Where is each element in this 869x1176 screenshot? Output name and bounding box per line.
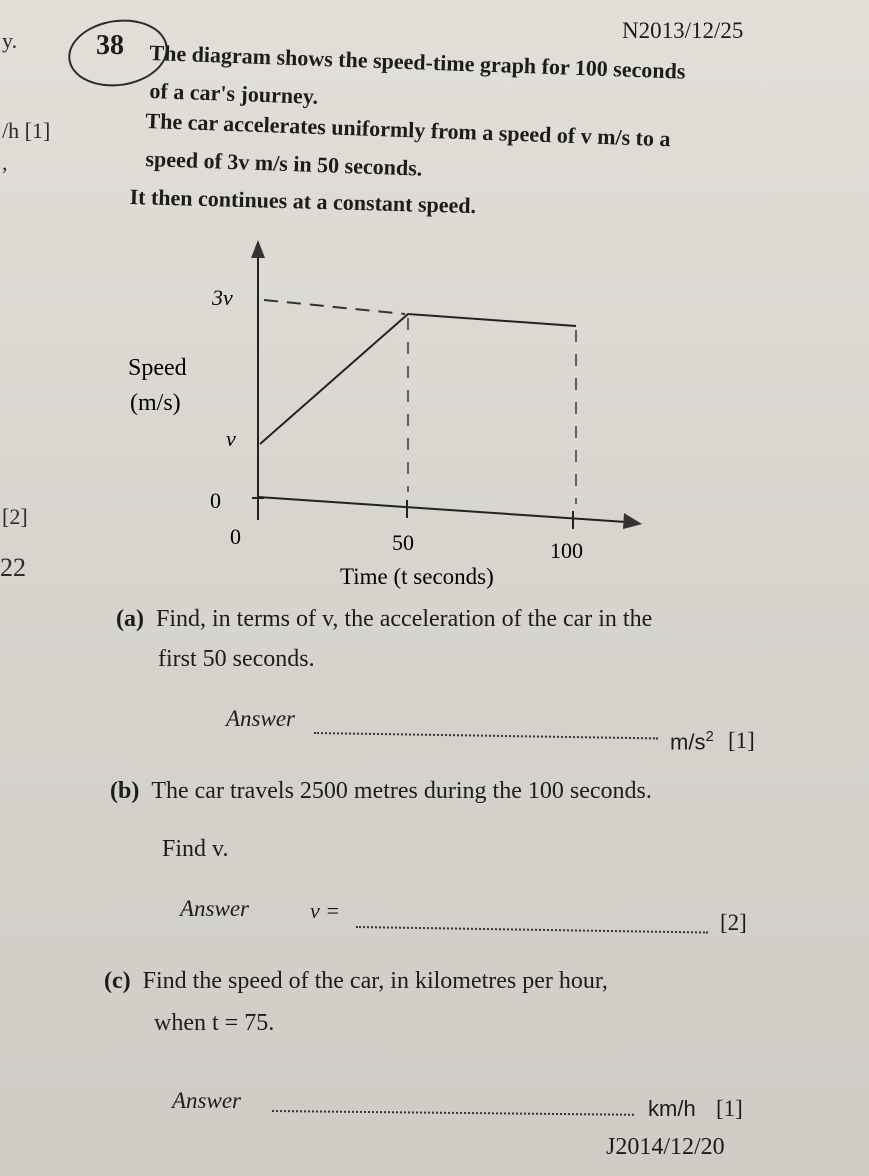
- intro-line-3: The car accelerates uniformly from a speed of v m/s to a: [145, 108, 671, 152]
- part-c-mark: [1]: [716, 1096, 743, 1121]
- part-b-answer-label: Answer: [180, 896, 249, 921]
- margin-fragment-1: y.: [2, 28, 18, 53]
- margin-fragment-3: ,: [2, 150, 8, 175]
- graph-line: [260, 314, 576, 444]
- part-a-mark: [1]: [728, 728, 755, 753]
- label-x-50: 50: [392, 530, 414, 555]
- speed-time-graph: [120, 232, 660, 602]
- question-number: 38: [96, 30, 124, 61]
- part-a-line-2: first 50 seconds.: [158, 646, 315, 672]
- label-3v: 3v: [212, 285, 233, 310]
- intro-line-4: speed of 3v m/s in 50 seconds.: [145, 146, 423, 181]
- label-v: v: [226, 426, 236, 451]
- x-axis-label: Time (t seconds): [340, 564, 494, 589]
- question-reference: N2013/12/25: [622, 18, 744, 43]
- part-a-label: (a): [116, 606, 144, 632]
- part-c-answer-label: Answer: [172, 1088, 241, 1113]
- y-axis-arrow-icon: [251, 240, 265, 258]
- part-a-answer-line[interactable]: [314, 732, 658, 739]
- x-axis-arrow-icon: [623, 513, 642, 529]
- part-c-text-1: [104, 968, 608, 995]
- part-b-line-2: Find v.: [162, 836, 229, 862]
- part-a-unit: $m/s^2$: [670, 728, 714, 755]
- y-axis-label-2: (m/s): [130, 390, 181, 416]
- next-question-reference: J2014/12/20: [606, 1134, 725, 1160]
- part-b-label: (b): [110, 778, 140, 804]
- part-c-line-2: when t = 75.: [154, 1010, 275, 1036]
- part-c-answer-line[interactable]: [272, 1110, 634, 1116]
- part-c-label: (c): [104, 968, 131, 994]
- part-b-text-1: [110, 778, 652, 805]
- label-y-zero: 0: [210, 488, 221, 513]
- margin-fragment-2: /h [1]: [2, 118, 51, 143]
- margin-fragment-4: [2]: [2, 504, 28, 529]
- margin-fragment-5: 22: [0, 553, 26, 582]
- part-c-line-1: Find the speed of the car, in kilometres per hour,: [142, 968, 608, 994]
- part-b-answer-line[interactable]: [356, 926, 708, 934]
- intro-line-5: It then continues at a constant speed.: [129, 184, 477, 219]
- intro-line-1: The diagram shows the speed-time graph for 100 seconds: [149, 40, 686, 84]
- x-axis: [258, 497, 626, 522]
- part-b-line-1: The car travels 2500 metres during the 100 seconds.: [151, 778, 652, 804]
- part-a-line-1: Find, in terms of v, the acceleration of the car in the: [155, 606, 653, 632]
- label-x-zero: 0: [230, 524, 241, 549]
- part-b-mark: [2]: [720, 910, 747, 935]
- part-a-answer-label: Answer: [226, 706, 295, 731]
- intro-line-2: of a car's journey.: [149, 78, 319, 109]
- label-x-100: 100: [550, 538, 583, 563]
- part-b-answer-prefix: v =: [310, 898, 341, 923]
- y-axis-label-1: Speed: [128, 355, 187, 381]
- three-v-dashed-line: [264, 300, 405, 314]
- part-a-text-1: [116, 606, 652, 633]
- part-c-unit: km/h: [648, 1096, 696, 1121]
